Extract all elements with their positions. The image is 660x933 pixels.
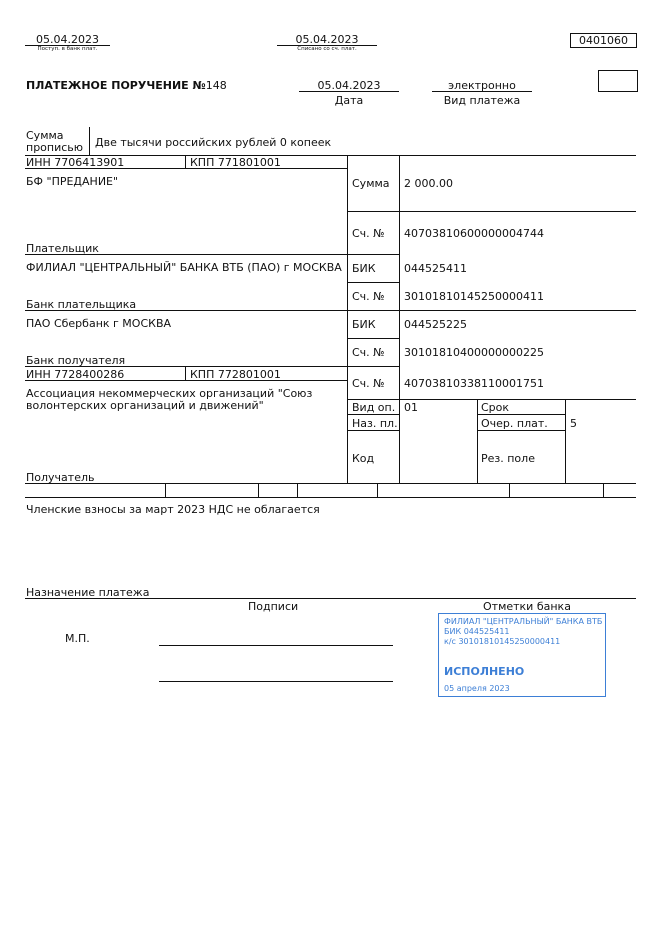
title-label: ПЛАТЕЖНОЕ ПОРУЧЕНИЕ №	[26, 79, 206, 92]
payer-bik-value: 044525411	[404, 262, 467, 275]
payer-bik-label: БИК	[352, 262, 376, 275]
payee-bank-label: Банк получателя	[26, 354, 126, 367]
bank-stamp	[438, 613, 606, 697]
payer-account-label: Сч. №	[352, 227, 385, 240]
stamp-date: 05 апреля 2023	[444, 684, 510, 693]
term-label: Срок	[481, 401, 510, 414]
payer-corr-value: 30101810145250000411	[404, 290, 544, 303]
grid-vline-payee-kpp	[185, 366, 186, 380]
amount-words-value: Две тысячи российских рублей 0 копеек	[95, 136, 332, 149]
signature-line-2	[159, 681, 393, 682]
grid-line-priority	[477, 430, 565, 431]
grid-vline-right-col	[399, 155, 400, 483]
payee-corr-label: Сч. №	[352, 346, 385, 359]
priority-label: Очер. плат.	[481, 417, 548, 430]
priority-value: 5	[570, 417, 577, 430]
purpose-text: Членские взносы за март 2023 НДС не облагается	[26, 503, 320, 516]
grid-line-purpose-code	[347, 430, 399, 431]
payee-bank-name: ПАО Сбербанк г МОСКВА	[26, 317, 172, 330]
payee-label: Получатель	[26, 471, 95, 484]
tax-cell-divider-2	[258, 483, 259, 497]
grid-vline-payer-kpp	[185, 155, 186, 168]
payee-kpp: КПП 772801001	[190, 368, 281, 381]
payment-type-label: Вид платежа	[443, 94, 521, 107]
payee-bik-label: БИК	[352, 318, 376, 331]
grid-line-payee-bik	[347, 338, 399, 339]
stamp-corr-account: к/с 30101810145250000411	[444, 637, 561, 646]
debited-date: 05.04.2023	[295, 33, 359, 46]
stamp-status: ИСПОЛНЕНО	[444, 665, 525, 678]
title	[26, 79, 227, 92]
payee-account-value: 40703810338110001751	[404, 377, 544, 390]
stamp-bik: БИК 044525411	[444, 627, 510, 636]
signature-line-1	[159, 645, 393, 646]
stamp-bank-name: ФИЛИАЛ "ЦЕНТРАЛЬНЫЙ" БАНКА ВТБ	[444, 617, 603, 626]
purpose-label: Назначение платежа	[26, 586, 150, 599]
seal-label: М.П.	[65, 632, 90, 645]
payee-account-label: Сч. №	[352, 377, 385, 390]
document-date: 05.04.2023	[317, 79, 381, 92]
payer-name: БФ "ПРЕДАНИЕ"	[26, 175, 119, 188]
grid-line-bottom	[25, 483, 636, 484]
payer-account-value: 40703810600000004744	[404, 227, 544, 240]
payee-name-2: волонтерских организаций и движений"	[26, 399, 264, 412]
payee-inn: ИНН 7728400286	[26, 368, 125, 381]
grid-line-tax-row	[25, 497, 636, 498]
signatures-label: Подписи	[248, 600, 299, 613]
document-date-label: Дата	[334, 94, 364, 107]
tax-cell-divider-1	[165, 483, 166, 497]
grid-line-term	[477, 414, 565, 415]
grid-line-payer-bik	[347, 282, 399, 283]
debited-date-label: Списано со сч. плат.	[297, 46, 357, 52]
amount-words-label-2: прописью	[26, 141, 84, 154]
purpose-line	[25, 598, 636, 599]
grid-line-details-top	[347, 399, 636, 400]
grid-vline-left-col	[347, 155, 348, 483]
received-date: 05.04.2023	[36, 33, 99, 46]
form-code: 0401060	[570, 33, 637, 48]
payer-label: Плательщик	[26, 242, 99, 255]
grid-vline-details-right	[565, 399, 566, 483]
document-number: 148	[205, 79, 227, 92]
grid-line-amount	[347, 211, 636, 212]
reserve-label: Рез. поле	[481, 452, 535, 465]
tax-cell-divider-3	[297, 483, 298, 497]
payer-inn: ИНН 7706413901	[26, 156, 125, 169]
tax-cell-divider-6	[603, 483, 604, 497]
payment-type: электронно	[448, 79, 516, 92]
op-type-label: Вид оп.	[352, 401, 396, 414]
tax-cell-divider-5	[509, 483, 510, 497]
purpose-code-label: Наз. пл.	[352, 417, 398, 430]
payer-bank-label: Банк плательщика	[26, 298, 137, 311]
payee-name-1: Ассоциация некоммерческих организаций "Союз	[26, 387, 313, 400]
payer-corr-label: Сч. №	[352, 290, 385, 303]
bank-marks-label: Отметки банка	[483, 600, 571, 613]
amount-words-divider	[89, 127, 90, 155]
op-type-value: 01	[404, 401, 418, 414]
payer-bank-name: ФИЛИАЛ "ЦЕНТРАЛЬНЫЙ" БАНКА ВТБ (ПАО) г МОСКВА	[26, 261, 342, 274]
document-date-line	[299, 91, 399, 92]
payer-kpp: КПП 771801001	[190, 156, 281, 169]
payee-corr-value: 30101810400000000225	[404, 346, 544, 359]
code-label: Код	[352, 452, 375, 465]
received-date-label: Поступ. в банк плат.	[37, 46, 98, 52]
status-box	[598, 70, 638, 92]
amount-label: Сумма	[352, 177, 390, 190]
tax-cell-divider-4	[377, 483, 378, 497]
payee-bik-value: 044525225	[404, 318, 467, 331]
payment-type-line	[432, 91, 532, 92]
grid-line-op-type	[347, 414, 399, 415]
amount-words-label-1: Сумма	[26, 129, 64, 142]
amount-value: 2 000.00	[404, 177, 453, 190]
grid-vline-details-mid	[477, 399, 478, 483]
